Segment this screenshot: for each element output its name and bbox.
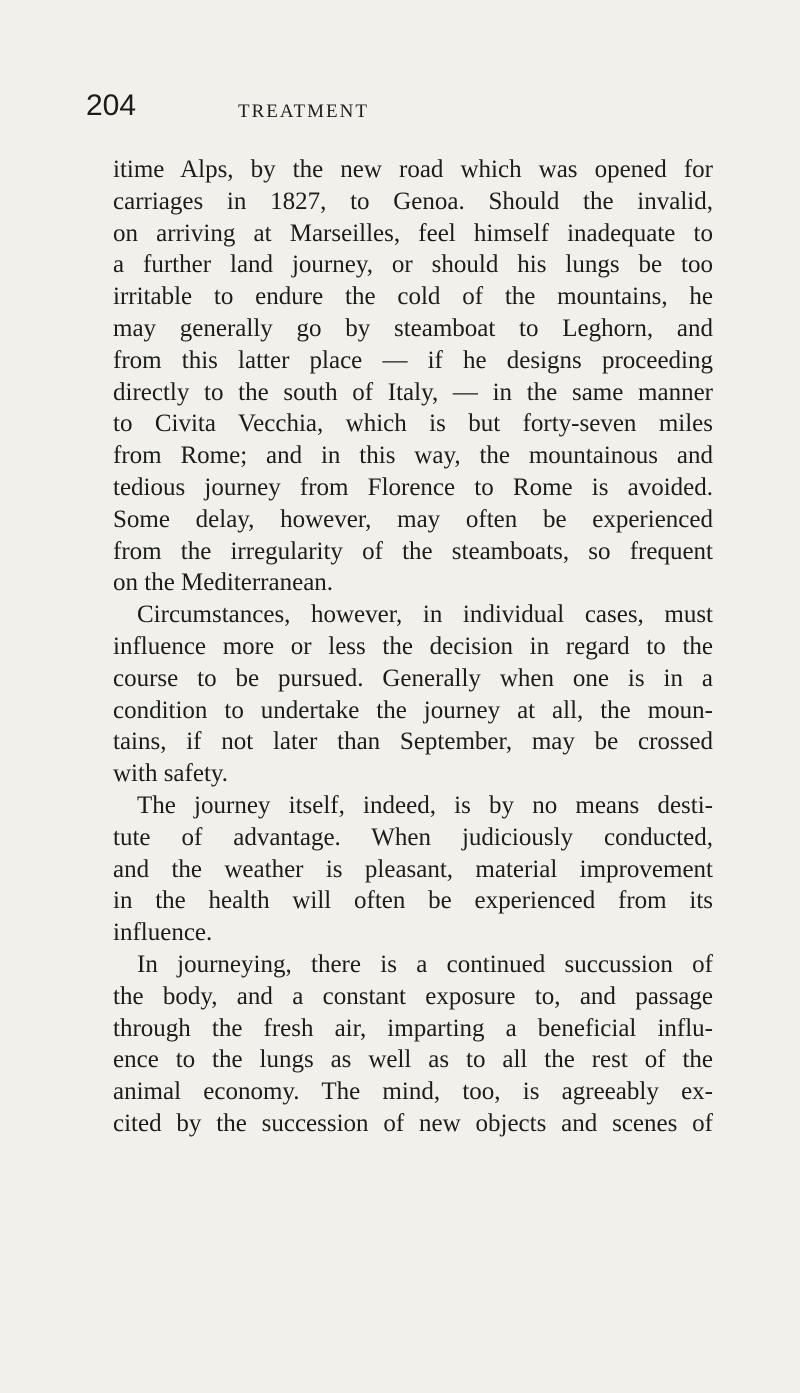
text-line: influence.	[113, 919, 213, 947]
text-line: condition to undertake the journey at all, the moun-	[113, 696, 713, 724]
text-line: to Civita Vecchia, which is but forty-seven miles	[113, 410, 713, 438]
text-line: the body, and a constant exposure to, and passage	[113, 982, 713, 1010]
text-line: ence to the lungs as well as to all the rest of the	[113, 1046, 713, 1074]
text-line: from this latter place — if he designs proceeding	[113, 346, 713, 374]
text-line: from the irregularity of the steamboats, so frequent	[113, 537, 713, 565]
text-line: tedious journey from Florence to Rome is avoided.	[113, 473, 713, 501]
text-line: influence more or less the decision in regard to the	[113, 632, 713, 660]
text-line: animal economy. The mind, too, is agreeably ex-	[113, 1078, 713, 1106]
page-number: 204	[86, 89, 137, 122]
text-line: may generally go by steamboat to Leghorn, and	[113, 314, 713, 342]
text-line: cited by the succession of new objects and scenes of	[113, 1109, 713, 1137]
text-line: Some delay, however, may often be experienced	[113, 505, 713, 533]
text-line: on the Mediterranean.	[113, 569, 334, 597]
text-line: and the weather is pleasant, material improvement	[113, 855, 713, 883]
text-line: The journey itself, indeed, is by no means desti-	[137, 791, 713, 819]
text-line: through the fresh air, imparting a beneficial influ-	[113, 1014, 713, 1042]
text-line: tains, if not later than September, may be crossed	[113, 728, 713, 756]
text-line: a further land journey, or should his lungs be too	[113, 251, 713, 279]
text-line: irritable to endure the cold of the mountains, he	[113, 283, 713, 311]
text-line: from Rome; and in this way, the mountainous and	[113, 442, 713, 470]
body-text	[113, 154, 713, 1140]
text-line: tute of advantage. When judiciously conducted,	[113, 823, 713, 851]
text-line: with safety.	[113, 760, 229, 788]
text-line: In journeying, there is a continued succussion of	[137, 950, 713, 978]
text-line: Circumstances, however, in individual cases, must	[137, 601, 713, 629]
text-line: on arriving at Marseilles, feel himself inadequate to	[113, 219, 713, 247]
running-head: TREATMENT	[238, 101, 369, 122]
text-line: course to be pursued. Generally when one is in a	[113, 664, 713, 692]
text-line: directly to the south of Italy, — in the same manner	[113, 378, 713, 406]
text-line: in the health will often be experienced from its	[113, 887, 713, 915]
text-line: itime Alps, by the new road which was opened for	[113, 156, 713, 183]
page-header	[86, 88, 726, 128]
text-line: carriages in 1827, to Genoa. Should the invalid,	[113, 187, 713, 215]
